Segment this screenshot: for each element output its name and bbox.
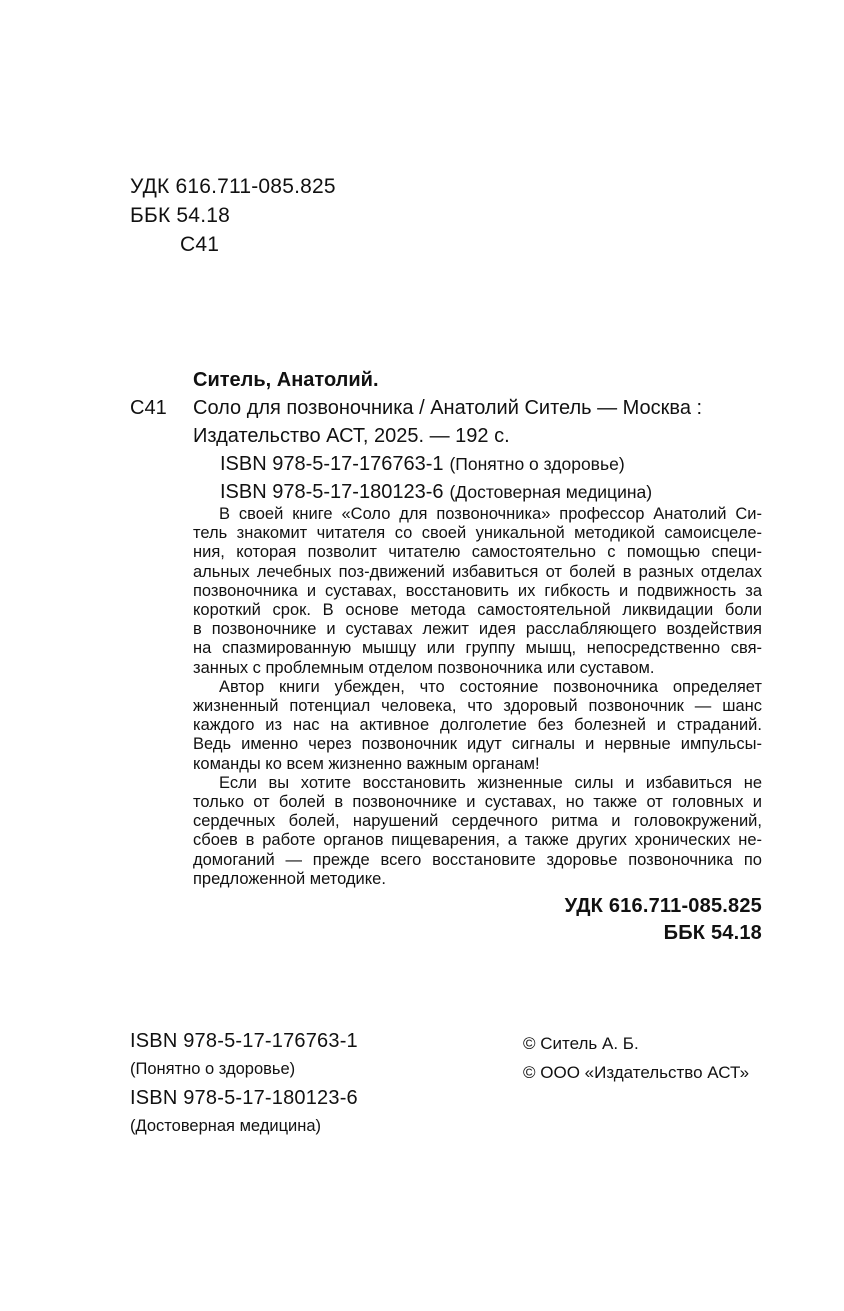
classification-footer: [130, 893, 762, 947]
catalog-title-line2: Издательство АСТ, 2025. — 192 с.: [193, 425, 510, 447]
isbn1-series: (Понятно о здоровье): [449, 454, 625, 474]
imprint-isbn1-series: (Понятно о здоровье): [130, 1060, 296, 1078]
annotation-line: сердечных болей, нарушений сердечного ритма и головокружений,: [193, 812, 762, 831]
author-code-top: С41: [180, 233, 220, 256]
catalog-margin-code: С41: [130, 397, 167, 419]
bbk-top: ББК 54.18: [130, 204, 230, 227]
annotation-line: предложенной методике.: [193, 869, 386, 888]
annotation-line: каждого из нас на активное долголетие без болезней и страданий.: [193, 716, 762, 735]
bbk-bottom: ББК 54.18: [663, 922, 762, 944]
catalog-title-row2: [130, 422, 762, 450]
annotation-paragraph: [193, 774, 762, 889]
isbn1-number: ISBN 978-5-17-176763-1: [220, 453, 444, 475]
annotation-line: жизненный потенциал человека, что здоровый позвоночник — шанс: [193, 697, 762, 716]
copyright-author: © Ситель А. Б.: [523, 1034, 639, 1053]
annotation-line: занных с проблемным отделом позвоночника или суставом.: [193, 658, 655, 677]
annotation-line: на спазмированную мышцу или группу мышц, непосредственно свя-: [193, 639, 762, 658]
udk-top: УДК 616.711-085.825: [130, 175, 336, 198]
imprint-copyright-column: [523, 1029, 749, 1087]
imprint-isbn2: ISBN 978-5-17-180123-6: [130, 1087, 358, 1109]
annotation: [193, 505, 762, 889]
annotation-line: тель знакомит читателя со своей уникальной методикой самоисцеле-: [193, 524, 762, 543]
annotation-line: ния, которая позволит читателю самостоятельно с помощью специ-: [193, 543, 762, 562]
isbn2-number: ISBN 978-5-17-180123-6: [220, 481, 444, 503]
annotation-line: команды ко всем жизненно важным органам!: [193, 754, 540, 773]
annotation-line: альных лечебных поз-движений избавиться от болей в разных отделах: [193, 562, 762, 581]
annotation-line: Если вы хотите восстановить жизненные силы и избавиться не: [219, 773, 762, 792]
catalog-author: Ситель, Анатолий.: [193, 369, 379, 391]
imprint-isbn2-series: (Достоверная медицина): [130, 1117, 322, 1135]
imprint-isbn1: ISBN 978-5-17-176763-1: [130, 1030, 358, 1052]
annotation-paragraph: [193, 505, 762, 678]
isbn2-series: (Достоверная медицина): [449, 482, 653, 502]
imprint-isbn-column: [130, 1026, 358, 1140]
udk-bottom: УДК 616.711-085.825: [564, 895, 762, 917]
top-classification-block: [130, 172, 336, 259]
catalog-isbn-line1: [130, 450, 762, 478]
catalog-title-line1: Соло для позвоночника / Анатолий Ситель — Москва :: [193, 397, 703, 419]
annotation-line: В своей книге «Соло для позвоночника» профессор Анатолий Си-: [219, 505, 762, 523]
annotation-line: в позвоночнике и суставах лежит идея расслабляющего воздействия: [193, 620, 762, 639]
annotation-line: позвоночника и суставах, восстановить их гибкость и подвижность за: [193, 581, 762, 600]
annotation-line: Ведь именно через позвоночник идут сигналы и нервные импульсы-: [193, 735, 762, 754]
annotation-line: сбоев в работе органов пищеварения, а также других хронических не-: [193, 831, 762, 850]
annotation-line: домоганий — прежде всего восстановите здоровье позвоночника по: [193, 850, 762, 869]
catalog-card: [130, 366, 762, 506]
annotation-paragraph: [193, 678, 762, 774]
copyright-publisher: © ООО «Издательство АСТ»: [523, 1063, 750, 1082]
catalog-title-row: [130, 394, 762, 422]
annotation-line: короткий срок. В основе метода самостоятельной ликвидации боли: [193, 601, 762, 620]
annotation-line: Автор книги убежден, что состояние позвоночника определяет: [219, 677, 762, 696]
annotation-line: только от болей в позвоночнике и суставах, но также от головных и: [193, 793, 762, 812]
catalog-isbn-line2: [130, 478, 762, 506]
